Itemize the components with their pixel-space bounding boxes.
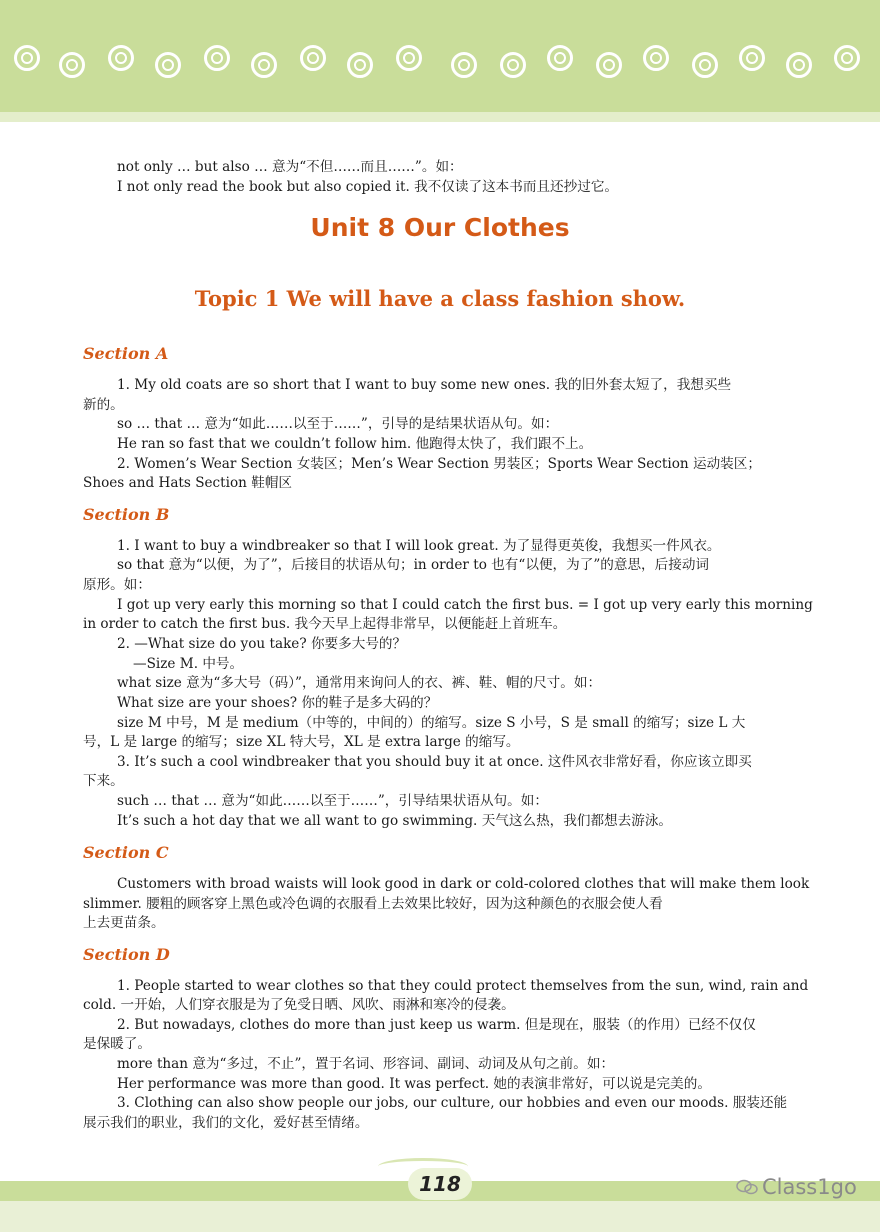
section-d-line: more than 意为“多过，不止”，置于名词、形容词、副词、动词及从句之前。如：	[117, 1056, 615, 1072]
section-c-line: 上去更苗条。	[83, 915, 165, 931]
section-b-line: I got up very early this morning so that I could catch the first bus. = I got up very early this morning	[117, 597, 813, 613]
section-d-line: cold. 一开始，人们穿衣服是为了免受日晒、风吹、雨淋和寒冷的侵袭。	[83, 997, 515, 1013]
ring-decoration	[59, 52, 85, 78]
ring-decoration	[14, 45, 40, 71]
section-a-line: so … that … 意为“如此……以至于……”，引导的是结果状语从句。如：	[117, 416, 559, 432]
section-a-line: He ran so fast that we couldn’t follow him. 他跑得太快了，我们跟不上。	[117, 436, 593, 452]
section-c-line: Customers with broad waists will look good in dark or cold-colored clothes that will make them look	[117, 876, 810, 892]
header-band	[0, 0, 880, 112]
section-d-line: Her performance was more than good. It was perfect. 她的表演非常好，可以说是完美的。	[117, 1076, 711, 1092]
section-b-line: 下来。	[83, 773, 124, 789]
section-a-heading: Section A	[83, 344, 169, 363]
section-a-line: Shoes and Hats Section 鞋帽区	[83, 475, 293, 491]
section-b-line: such … that … 意为“如此……以至于……”，引导结果状语从句。如：	[117, 793, 548, 809]
ring-decoration	[596, 52, 622, 78]
ring-decoration	[643, 45, 669, 71]
section-b-line: What size are your shoes? 你的鞋子是多大码的？	[117, 695, 438, 711]
section-d-line: 3. Clothing can also show people our jobs, our culture, our hobbies and even our moods. 服装还能	[117, 1095, 788, 1111]
section-b-line: in order to catch the first bus. 我今天早上起得非常早，以便能赶上首班车。	[83, 616, 567, 632]
ring-decoration	[500, 52, 526, 78]
ring-decoration	[451, 52, 477, 78]
section-a-line: 2. Women’s Wear Section 女装区；Men’s Wear Section 男装区；Sports Wear Section 运动装区；	[117, 456, 761, 472]
section-b-line: what size 意为“多大号（码）”，通常用来询问人的衣、裤、鞋、帽的尺寸。如：	[117, 675, 602, 691]
section-a-line: 1. My old coats are so short that I want to buy some new ones. 我的旧外套太短了，我想买些	[117, 377, 732, 393]
section-b-line: —Size M. 中号。	[133, 656, 244, 672]
section-a-line: 新的。	[83, 397, 124, 413]
ring-decoration	[155, 52, 181, 78]
footer-band-light	[0, 1201, 880, 1232]
section-d-line: 展示我们的职业，我们的文化，爱好甚至情绪。	[83, 1115, 369, 1131]
intro-line: I not only read the book but also copied it. 我不仅读了这本书而且还抄过它。	[117, 179, 619, 195]
section-c-line: slimmer. 腰粗的顾客穿上黑色或冷色调的衣服看上去效果比较好，因为这种颜色的衣服会使人看	[83, 896, 663, 912]
page-number: 118	[408, 1168, 472, 1200]
ring-decoration	[300, 45, 326, 71]
section-d-line: 2. But nowadays, clothes do more than just keep us warm. 但是现在，服装（的作用）已经不仅仅	[117, 1017, 756, 1033]
ring-decoration	[739, 45, 765, 71]
section-b-line: It’s such a hot day that we all want to go swimming. 天气这么热，我们都想去游泳。	[117, 813, 673, 829]
intro-line: not only … but also … 意为“不但……而且……”。如：	[117, 159, 463, 175]
ring-decoration	[347, 52, 373, 78]
section-c-heading: Section C	[83, 843, 169, 862]
section-d-line: 1. People started to wear clothes so that they could protect themselves from the sun, wind, rain and	[117, 978, 809, 994]
ring-decoration	[547, 45, 573, 71]
ring-decoration	[396, 45, 422, 71]
section-b-line: size M 中号，M 是 medium（中等的，中间的）的缩写。size S 小号，S 是 small 的缩写；size L 大	[117, 715, 746, 731]
watermark: Class1go	[762, 1175, 857, 1199]
section-d-line: 是保暖了。	[83, 1036, 151, 1052]
section-d-heading: Section D	[83, 945, 170, 964]
chat-bubble-icon	[736, 1179, 758, 1195]
section-b-line: 2. —What size do you take? 你要多大号的？	[117, 636, 407, 652]
ring-decoration	[692, 52, 718, 78]
ring-decoration	[834, 45, 860, 71]
section-b-line: so that 意为“以便，为了”，后接目的状语从句；in order to 也有“以便，为了”的意思，后接动词	[117, 557, 710, 573]
ring-decoration	[108, 45, 134, 71]
section-b-line: 1. I want to buy a windbreaker so that I will look great. 为了显得更英俊，我想买一件风衣。	[117, 538, 721, 554]
unit-title: Unit 8 Our Clothes	[310, 213, 570, 242]
topic-title: Topic 1 We will have a class fashion show.	[194, 286, 686, 311]
section-b-heading: Section B	[83, 505, 170, 524]
ring-decoration	[786, 52, 812, 78]
ring-decoration	[204, 45, 230, 71]
section-b-line: 号，L 是 large 的缩写；size XL 特大号，XL 是 extra large 的缩写。	[83, 734, 520, 750]
section-b-line: 原形。如：	[83, 577, 151, 593]
ring-decoration	[251, 52, 277, 78]
header-stripe	[0, 112, 880, 122]
section-b-line: 3. It’s such a cool windbreaker that you should buy it at once. 这件风衣非常好看，你应该立即买	[117, 754, 752, 770]
